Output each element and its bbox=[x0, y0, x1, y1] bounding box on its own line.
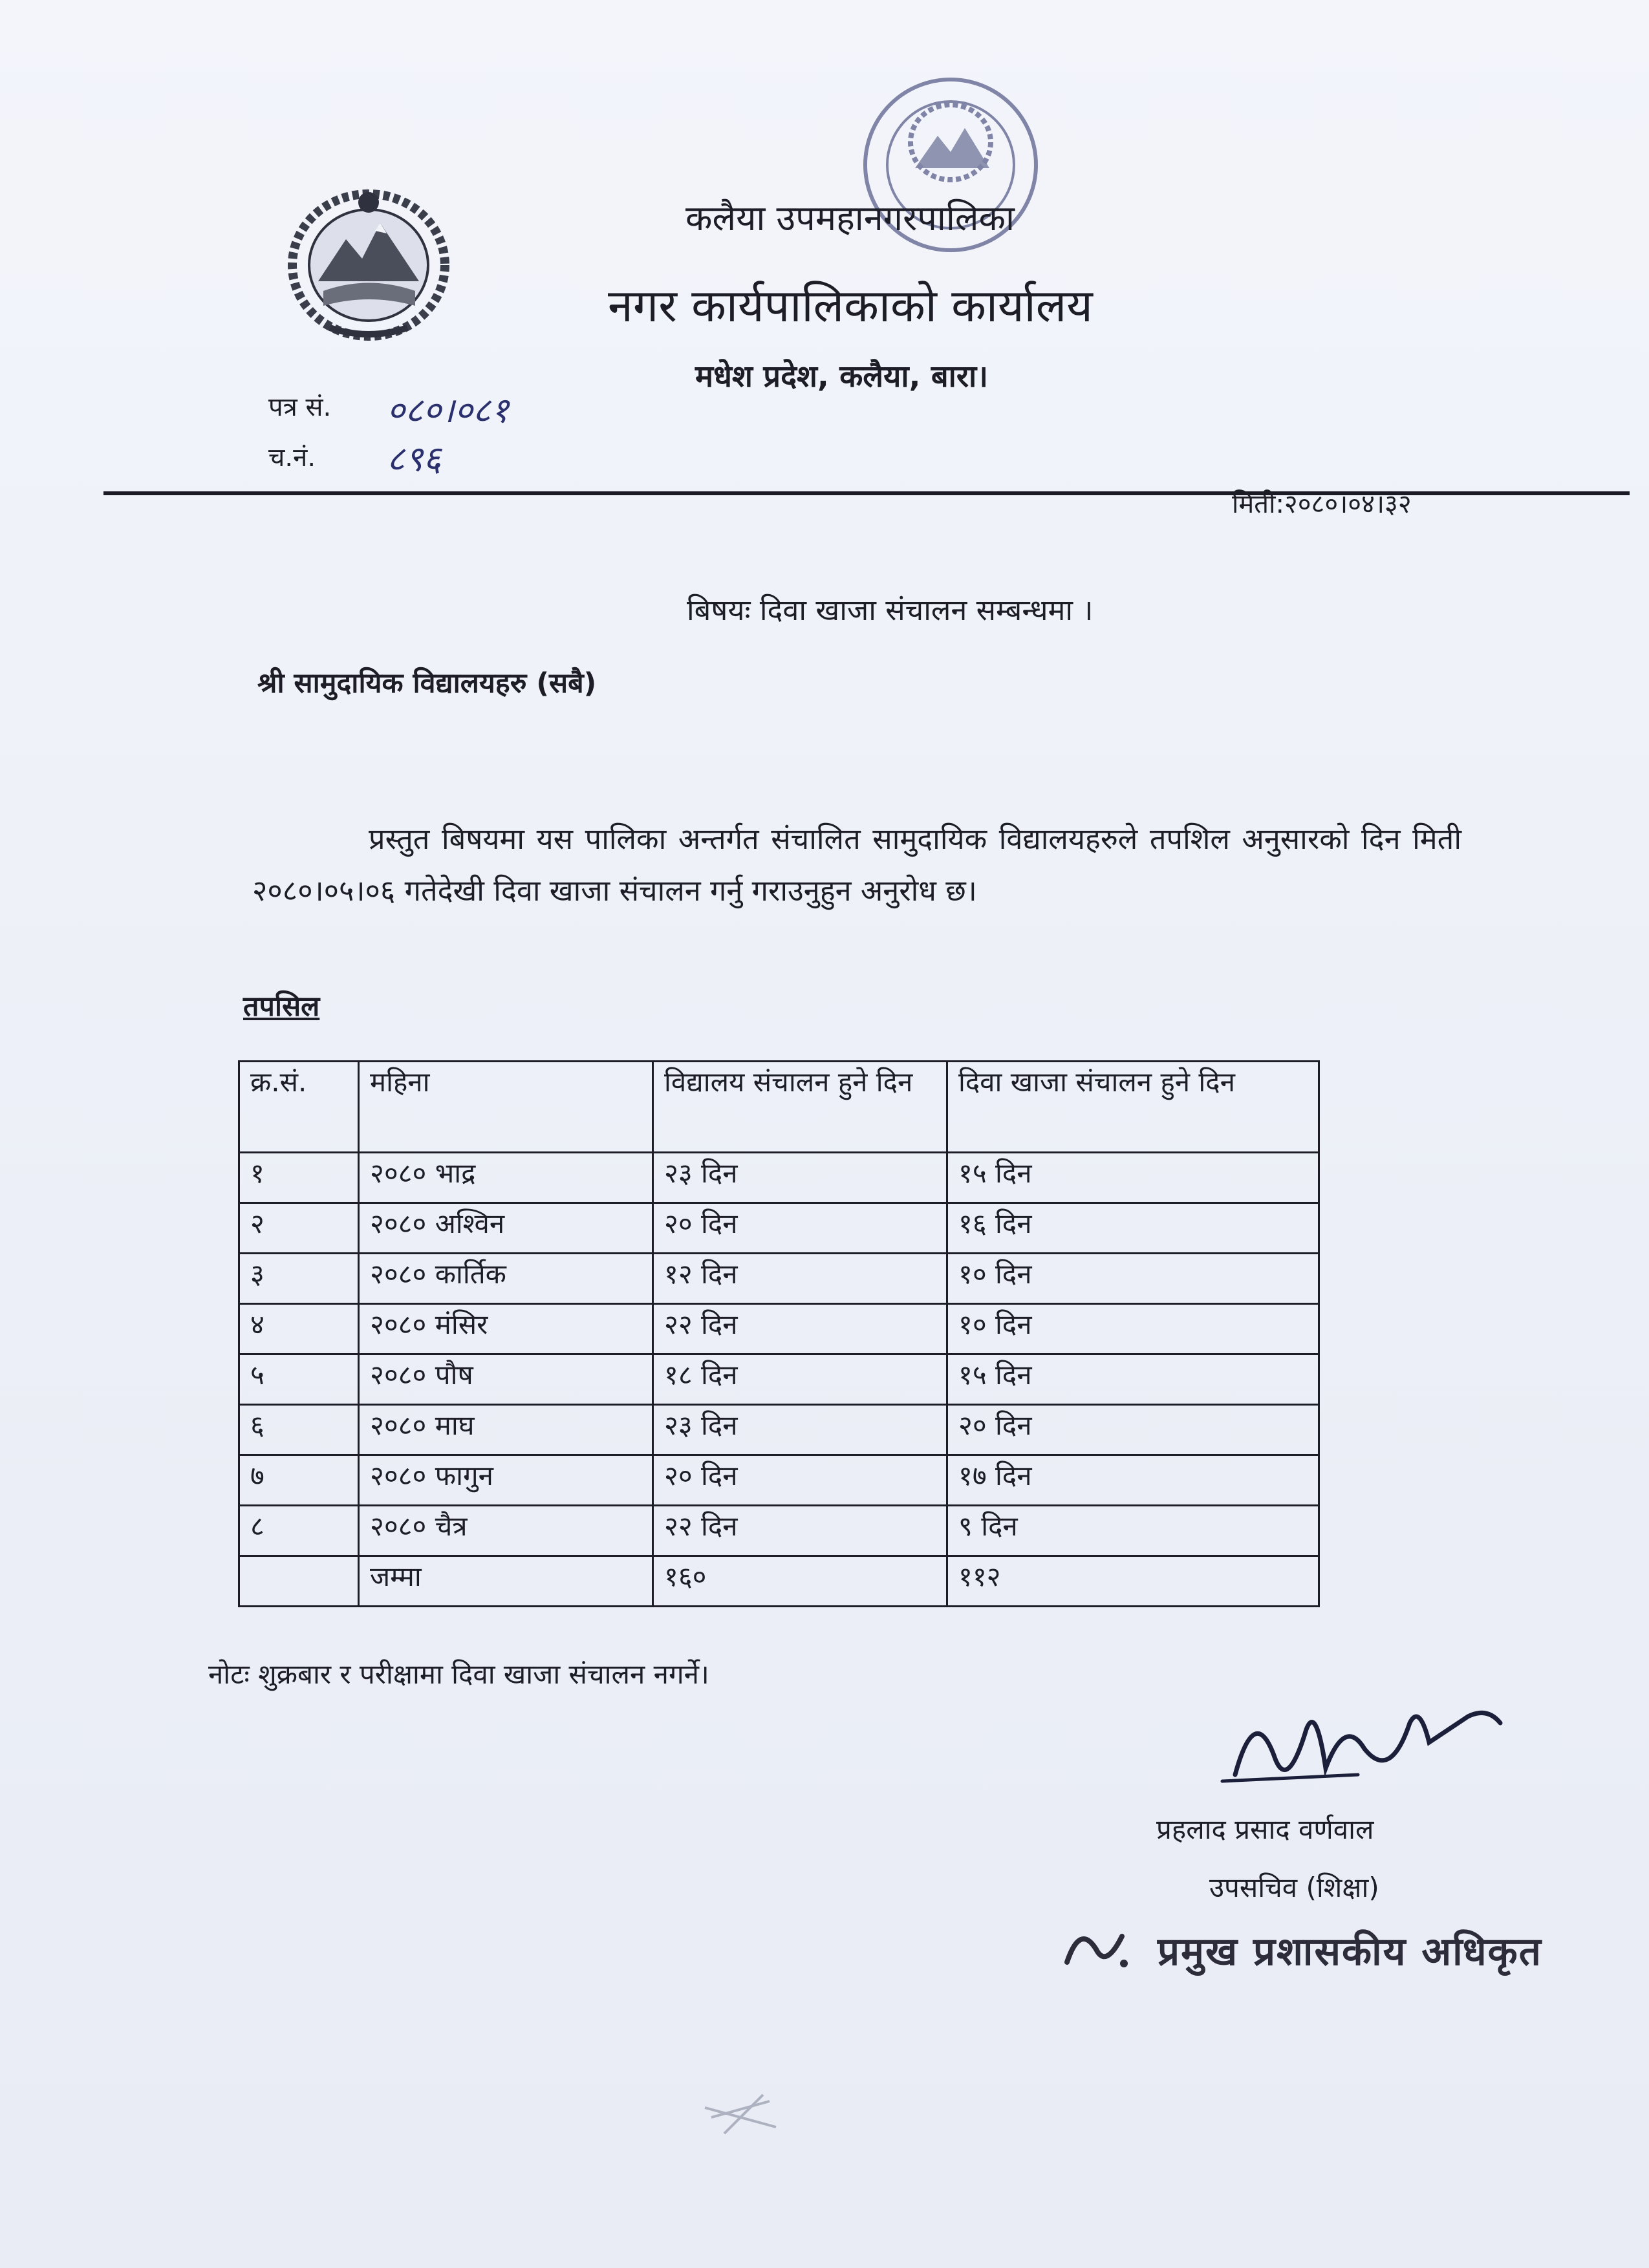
table-total-row bbox=[239, 1556, 1319, 1607]
month-cell: २०८० पौष bbox=[359, 1354, 653, 1405]
meal-days-cell: १५ दिन bbox=[947, 1153, 1319, 1203]
table-row bbox=[239, 1506, 1319, 1556]
schedule-heading: तपसिल bbox=[243, 990, 320, 1023]
serial-cell: २ bbox=[239, 1203, 359, 1254]
month-cell: २०८० कार्तिक bbox=[359, 1254, 653, 1304]
school-days-cell: २० दिन bbox=[653, 1455, 947, 1506]
total-meal-days-cell: ११२ bbox=[947, 1556, 1319, 1607]
month-cell: २०८० मंसिर bbox=[359, 1304, 653, 1354]
office-name: कलैया उपमहानगरपालिका bbox=[685, 198, 1015, 239]
meal-days-cell: १० दिन bbox=[947, 1254, 1319, 1304]
month-cell: २०८० माघ bbox=[359, 1405, 653, 1455]
schedule-table bbox=[238, 1060, 1320, 1607]
total-label-cell: जम्मा bbox=[359, 1556, 653, 1607]
serial-cell: ८ bbox=[239, 1506, 359, 1556]
serial-cell: ७ bbox=[239, 1455, 359, 1506]
letter-date: मिती:२०८०।०४।३२ bbox=[1232, 489, 1412, 519]
footnote: नोटः शुक्रबार र परीक्षामा दिवा खाजा संचालन नगर्ने। bbox=[208, 1658, 709, 1690]
school-days-cell: १२ दिन bbox=[653, 1254, 947, 1304]
dispatch-number-label: च.नं. bbox=[268, 443, 316, 473]
table-row bbox=[239, 1354, 1319, 1405]
signatory-title: उपसचिव (शिक्षा) bbox=[1209, 1872, 1379, 1903]
month-cell: २०८० फागुन bbox=[359, 1455, 653, 1506]
letter-body: प्रस्तुत बिषयमा यस पालिका अन्तर्गत संचालित सामुदायिक विद्यालयहरुले तपशिल अनुसारको दिन मिती २०८०।०५।०६ गतेदेखी दिवा खाजा संचालन गर्नु गराउनुहुन अनुरोध छ। bbox=[252, 822, 1461, 908]
office-address: मधेश प्रदेश, कलैया, बारा। bbox=[695, 359, 989, 394]
meal-days-cell: १७ दिन bbox=[947, 1455, 1319, 1506]
school-days-cell: २३ दिन bbox=[653, 1405, 947, 1455]
table-row bbox=[239, 1304, 1319, 1354]
letter-subject: बिषयः दिवा खाजा संचालन सम्बन्धमा । bbox=[687, 593, 1094, 627]
column-header-school-days: विद्यालय संचालन हुने दिन bbox=[653, 1062, 947, 1153]
total-school-days-cell: १६० bbox=[653, 1556, 947, 1607]
serial-cell bbox=[239, 1556, 359, 1607]
serial-cell: १ bbox=[239, 1153, 359, 1203]
signatory-name: प्रहलाद प्रसाद वर्णवाल bbox=[1156, 1813, 1374, 1845]
scan-smudge bbox=[698, 2082, 789, 2146]
signature-icon bbox=[1196, 1678, 1533, 1807]
month-cell: २०८० अश्विन bbox=[359, 1203, 653, 1254]
school-days-cell: २० दिन bbox=[653, 1203, 947, 1254]
letter-number-label: पत्र सं. bbox=[268, 392, 332, 422]
serial-cell: ५ bbox=[239, 1354, 359, 1405]
letter-number-value: ०८०।०८१ bbox=[387, 390, 509, 431]
meal-days-cell: १६ दिन bbox=[947, 1203, 1319, 1254]
table-row bbox=[239, 1254, 1319, 1304]
table-row bbox=[239, 1455, 1319, 1506]
table-row bbox=[239, 1153, 1319, 1203]
school-days-cell: २३ दिन bbox=[653, 1153, 947, 1203]
month-cell: २०८० चैत्र bbox=[359, 1506, 653, 1556]
meal-days-cell: ९ दिन bbox=[947, 1506, 1319, 1556]
government-emblem-icon bbox=[278, 178, 459, 346]
serial-cell: ३ bbox=[239, 1254, 359, 1304]
meal-days-cell: २० दिन bbox=[947, 1405, 1319, 1455]
school-days-cell: २२ दिन bbox=[653, 1506, 947, 1556]
month-cell: २०८० भाद्र bbox=[359, 1153, 653, 1203]
column-header-month: महिना bbox=[359, 1062, 653, 1153]
table-row bbox=[239, 1405, 1319, 1455]
school-days-cell: १८ दिन bbox=[653, 1354, 947, 1405]
meal-days-cell: १५ दिन bbox=[947, 1354, 1319, 1405]
column-header-serial: क्र.सं. bbox=[239, 1062, 359, 1153]
serial-cell: ६ bbox=[239, 1405, 359, 1455]
letter-recipient: श्री सामुदायिक विद्यालयहरु (सबै) bbox=[257, 667, 597, 700]
table-row bbox=[239, 1203, 1319, 1254]
column-header-meal-days: दिवा खाजा संचालन हुने दिन bbox=[947, 1062, 1319, 1153]
dispatch-number-value: ८९६ bbox=[387, 438, 442, 479]
office-title: नगर कार्यपालिकाको कार्यालय bbox=[608, 279, 1093, 332]
meal-days-cell: १० दिन bbox=[947, 1304, 1319, 1354]
designation-stamp: प्रमुख प्रशासकीय अधिकृत bbox=[1158, 1929, 1542, 1974]
school-days-cell: २२ दिन bbox=[653, 1304, 947, 1354]
serial-cell: ४ bbox=[239, 1304, 359, 1354]
on-behalf-mark-icon bbox=[1061, 1917, 1132, 1975]
table-header-row bbox=[239, 1062, 1319, 1153]
